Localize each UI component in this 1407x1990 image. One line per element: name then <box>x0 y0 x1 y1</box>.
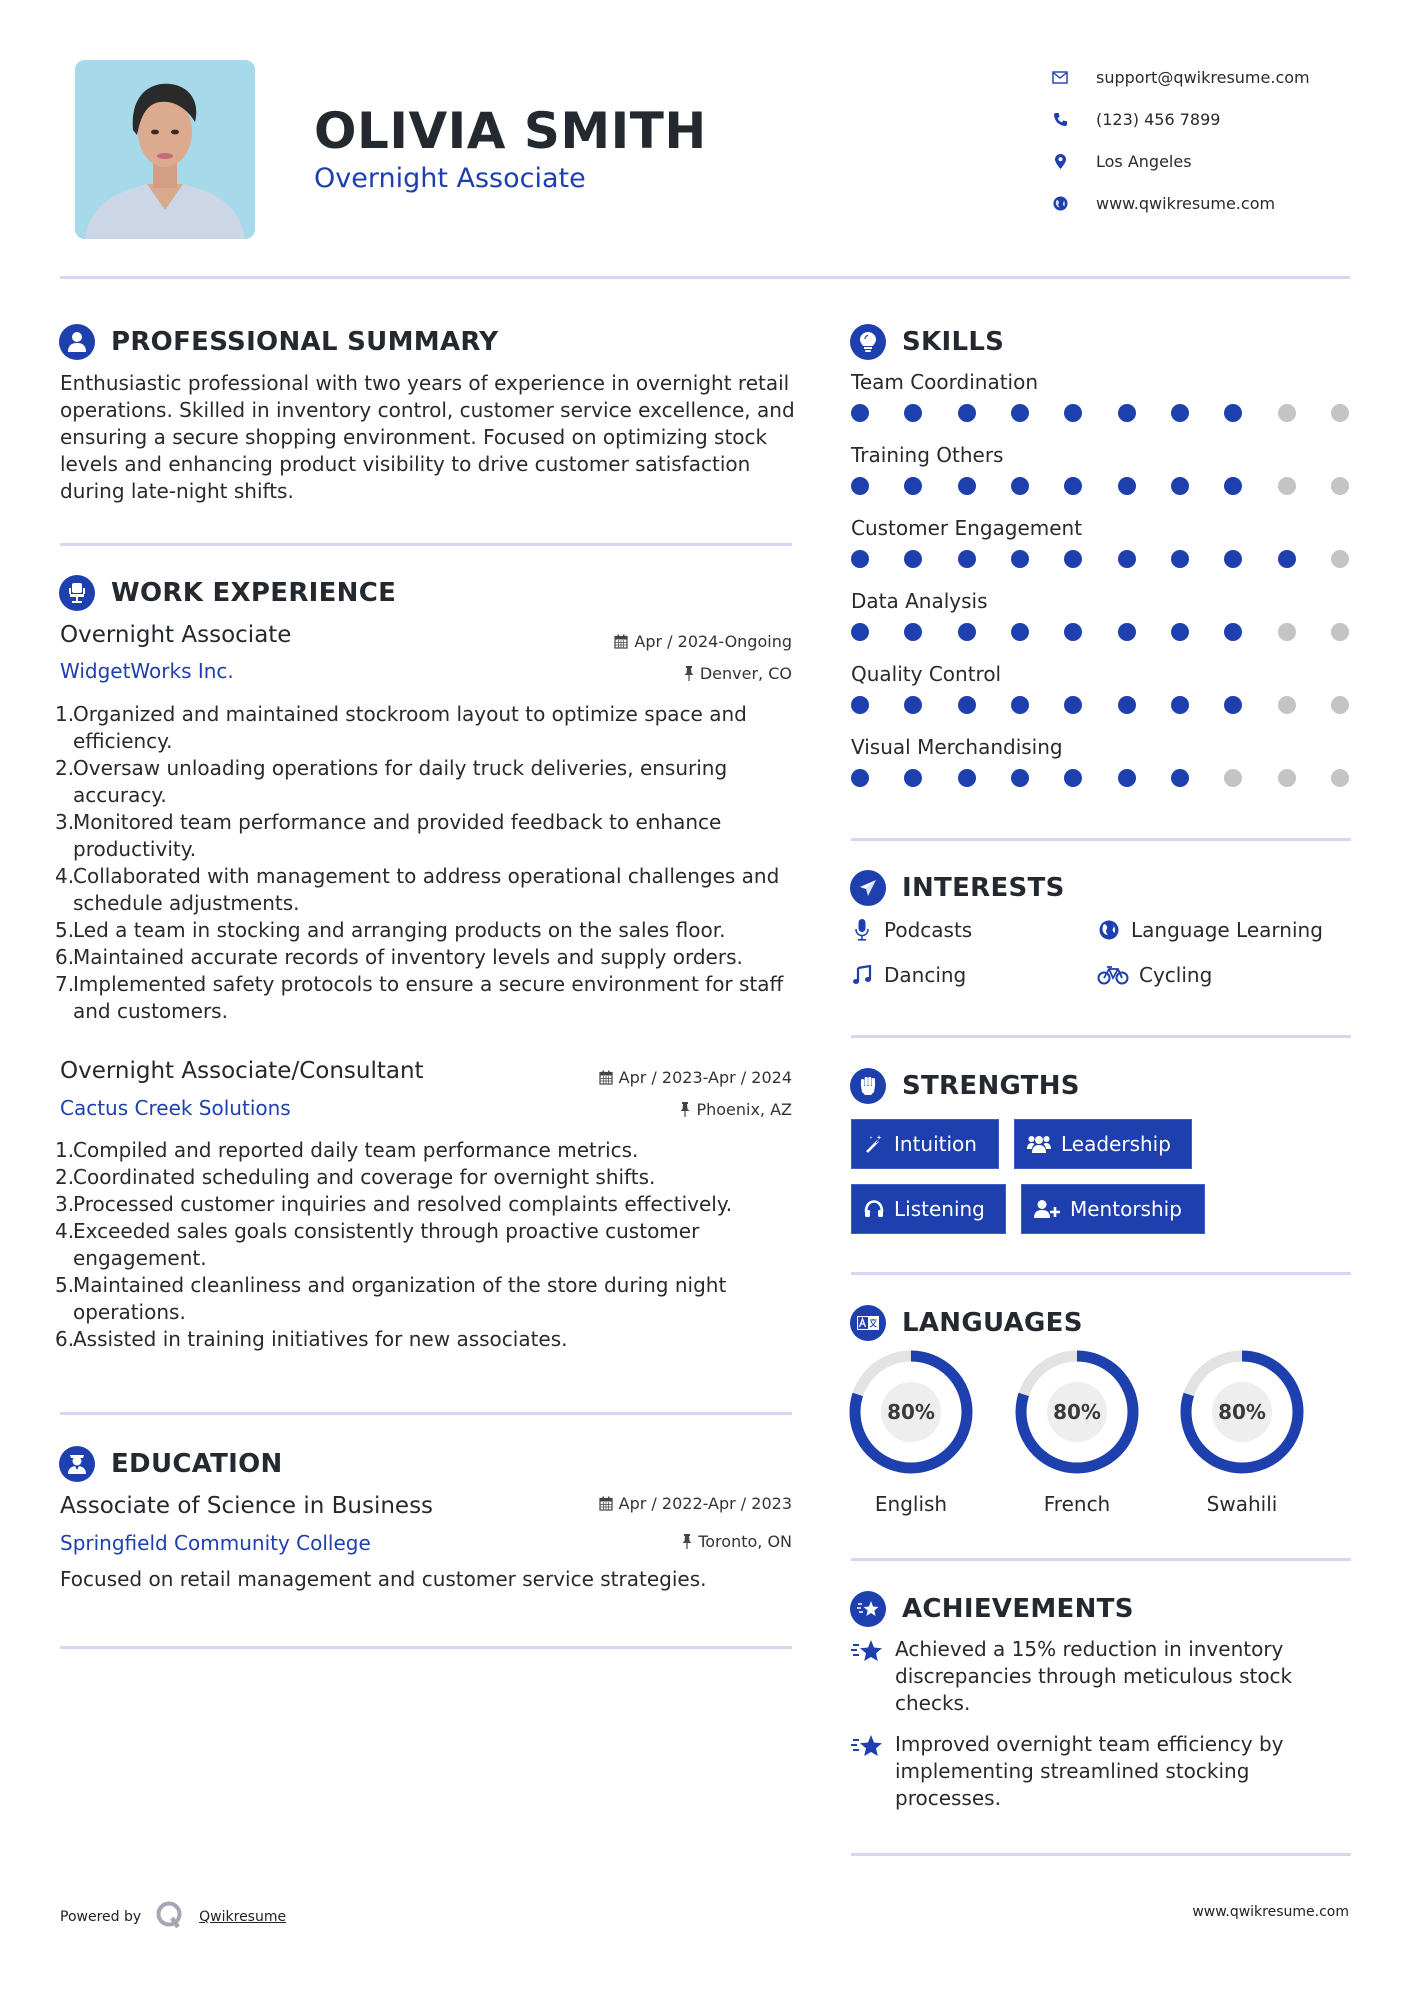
interest-dancing: Dancing <box>850 963 966 987</box>
skill-rating <box>851 769 1349 787</box>
list-item: 5. Maintained cleanliness and organization of the store during night operations. <box>55 1273 727 1324</box>
user-icon <box>59 324 95 360</box>
rating-dot-filled <box>958 623 976 641</box>
skill-item <box>851 589 1351 641</box>
user-plus-icon <box>1034 1199 1060 1219</box>
shooting-star-icon <box>850 1591 886 1627</box>
interests-divider <box>851 1035 1351 1038</box>
rating-dot-filled <box>1278 550 1296 568</box>
calendar-icon <box>614 634 628 649</box>
skills-divider <box>851 838 1351 841</box>
candidate-name: OLIVIA SMITH <box>314 102 707 160</box>
rating-dot-filled <box>1064 477 1082 495</box>
list-item: 3. Processed customer inquiries and resolved complaints effectively. <box>55 1192 733 1216</box>
qwikresume-link[interactable]: Qwikresume <box>199 1909 287 1925</box>
list-item: 6. Maintained accurate records of inventory levels and supply orders. <box>55 945 743 969</box>
skill-item <box>851 735 1351 787</box>
rating-dot-filled <box>1011 696 1029 714</box>
job-2-duties <box>55 1137 795 1353</box>
paper-plane-icon <box>850 870 886 906</box>
list-item: 5. Led a team in stocking and arranging products on the sales floor. <box>55 918 726 942</box>
rating-dot-empty <box>1224 769 1242 787</box>
list-item: 1. Organized and maintained stockroom layout to optimize space and efficiency. <box>55 702 747 753</box>
rating-dot-filled <box>1064 696 1082 714</box>
skill-rating <box>851 477 1349 495</box>
achievements-heading: ACHIEVEMENTS <box>850 1591 1134 1627</box>
work-divider <box>60 1412 792 1415</box>
rating-dot-filled <box>1011 769 1029 787</box>
rating-dot-empty <box>1278 477 1296 495</box>
strength-listening: Listening <box>851 1184 1006 1234</box>
rating-dot-filled <box>1064 623 1082 641</box>
profile-photo <box>75 60 255 239</box>
job-location: Denver, CO <box>684 664 792 683</box>
skill-rating <box>851 696 1349 714</box>
rating-dot-filled <box>1118 477 1136 495</box>
education-description: Focused on retail management and customer service strategies. <box>60 1567 707 1591</box>
rating-dot-filled <box>958 477 976 495</box>
phone-icon <box>1050 109 1070 129</box>
skill-name: Team Coordination <box>851 370 1039 394</box>
contact-email[interactable] <box>1050 56 1310 98</box>
language-icon <box>850 1305 886 1341</box>
interest-language-learning: Language Learning <box>1097 918 1323 942</box>
rating-dot-empty <box>1331 696 1349 714</box>
languages-heading: LANGUAGES <box>850 1305 1083 1341</box>
skill-rating <box>851 623 1349 641</box>
rating-dot-filled <box>1118 769 1136 787</box>
shooting-star-icon <box>851 1731 895 1812</box>
strengths-divider <box>851 1272 1351 1275</box>
globe-americas-icon <box>1097 918 1121 942</box>
contact-location <box>1050 140 1310 182</box>
rating-dot-filled <box>1118 404 1136 422</box>
language-name: French <box>1043 1492 1111 1516</box>
rating-dot-filled <box>1171 769 1189 787</box>
rating-dot-filled <box>851 696 869 714</box>
rating-dot-filled <box>1224 550 1242 568</box>
rating-dot-filled <box>851 769 869 787</box>
list-item: 7. Implemented safety protocols to ensure a secure environment for staff and customers. <box>55 972 784 1023</box>
degree-title: Associate of Science in Business <box>60 1493 434 1519</box>
list-item: 3. Monitored team performance and provided feedback to enhance productivity. <box>55 810 722 861</box>
rating-dot-filled <box>1224 696 1242 714</box>
contact-email-text: support@qwikresume.com <box>1096 67 1310 87</box>
rating-dot-filled <box>904 696 922 714</box>
skill-item <box>851 370 1351 422</box>
list-item: 2. Oversaw unloading operations for daily truck deliveries, ensuring accuracy. <box>55 756 728 807</box>
skill-item <box>851 662 1351 714</box>
school-name: Springfield Community College <box>60 1531 371 1555</box>
company-name: Cactus Creek Solutions <box>60 1096 291 1120</box>
skill-name: Training Others <box>851 443 1004 467</box>
rating-dot-empty <box>1278 769 1296 787</box>
rating-dot-filled <box>904 477 922 495</box>
rating-dot-filled <box>958 696 976 714</box>
globe-icon <box>1050 193 1070 213</box>
calendar-icon <box>599 1070 613 1085</box>
job-location: Phoenix, AZ <box>680 1100 792 1119</box>
rating-dot-filled <box>1011 550 1029 568</box>
candidate-title: Overnight Associate <box>314 163 586 194</box>
strength-leadership: Leadership <box>1014 1119 1192 1169</box>
rating-dot-filled <box>1064 404 1082 422</box>
list-item: 4. Collaborated with management to address operational challenges and schedule adjustments. <box>55 864 780 915</box>
rating-dot-filled <box>1171 550 1189 568</box>
rating-dot-empty <box>1278 623 1296 641</box>
rating-dot-filled <box>1011 404 1029 422</box>
summary-text: Enthusiastic professional with two years of experience in overnight retail operations. Skilled in inventory control, customer service excellence, and ensuring a secure shopping environment. Focused on optimizing stock levels and enhancing product visibility to drive customer satisfaction during late-night shifts. <box>60 371 795 503</box>
rating-dot-empty <box>1331 550 1349 568</box>
skill-item <box>851 516 1351 568</box>
headphones-icon <box>864 1199 884 1219</box>
rating-dot-filled <box>1171 404 1189 422</box>
rating-dot-empty <box>1278 696 1296 714</box>
skill-name: Visual Merchandising <box>851 735 1063 759</box>
rating-dot-filled <box>1118 623 1136 641</box>
education-dates: Apr / 2022-Apr / 2023 <box>599 1494 792 1513</box>
language-percent: 80% <box>887 1400 935 1424</box>
rating-dot-filled <box>1064 550 1082 568</box>
rating-dot-empty <box>1331 477 1349 495</box>
rating-dot-empty <box>1331 623 1349 641</box>
rating-dot-filled <box>904 550 922 568</box>
education-heading: EDUCATION <box>59 1446 283 1482</box>
rating-dot-empty <box>1278 404 1296 422</box>
skill-name: Data Analysis <box>851 589 988 613</box>
job-title: Overnight Associate/Consultant <box>60 1058 424 1084</box>
language-progress-ring <box>849 1350 973 1474</box>
rating-dot-filled <box>1171 477 1189 495</box>
rating-dot-filled <box>904 404 922 422</box>
rating-dot-filled <box>851 550 869 568</box>
rating-dot-filled <box>851 404 869 422</box>
interest-podcasts: Podcasts <box>850 918 972 942</box>
rating-dot-filled <box>1171 623 1189 641</box>
strength-intuition: Intuition <box>851 1119 999 1169</box>
rating-dot-filled <box>958 404 976 422</box>
skill-rating <box>851 550 1349 568</box>
job-1-duties <box>55 701 795 1025</box>
list-item: 6. Assisted in training initiatives for new associates. <box>55 1327 568 1351</box>
company-name: WidgetWorks Inc. <box>60 659 234 683</box>
rating-dot-filled <box>904 623 922 641</box>
music-icon <box>850 963 874 987</box>
contact-phone-text: (123) 456 7899 <box>1096 109 1221 129</box>
language-name: English <box>874 1492 948 1516</box>
graduate-icon <box>59 1446 95 1482</box>
contact-phone[interactable] <box>1050 98 1310 140</box>
rating-dot-filled <box>1224 404 1242 422</box>
achievement-item: Achieved a 15% reduction in inventory discrepancies through meticulous stock checks. <box>851 1636 1331 1717</box>
language-percent: 80% <box>1053 1400 1101 1424</box>
magic-wand-icon <box>864 1134 884 1154</box>
pin-icon <box>680 1102 690 1117</box>
header-divider <box>60 276 1350 279</box>
rating-dot-filled <box>1011 477 1029 495</box>
rating-dot-filled <box>1224 477 1242 495</box>
office-chair-icon <box>59 575 95 611</box>
summary-heading: PROFESSIONAL SUMMARY <box>59 324 498 360</box>
calendar-icon <box>599 1496 613 1511</box>
contact-website-text: www.qwikresume.com <box>1096 193 1276 213</box>
strength-mentorship: Mentorship <box>1021 1184 1205 1234</box>
job-dates: Apr / 2024-Ongoing <box>614 632 792 651</box>
language-progress-ring <box>1180 1350 1304 1474</box>
achievements-divider <box>851 1853 1351 1856</box>
job-title: Overnight Associate <box>60 622 292 648</box>
footer-website[interactable]: www.qwikresume.com <box>1192 1904 1349 1920</box>
skill-rating <box>851 404 1349 422</box>
shooting-star-icon <box>851 1636 895 1717</box>
contact-location-text: Los Angeles <box>1096 151 1192 171</box>
skill-item <box>851 443 1351 495</box>
language-item <box>849 1350 973 1516</box>
contact-list <box>1050 56 1310 224</box>
skills-heading: SKILLS <box>850 324 1004 360</box>
footer-powered-by: Powered by Qwikresume <box>60 1900 286 1934</box>
pin-icon <box>684 666 694 681</box>
languages-divider <box>851 1558 1351 1561</box>
skill-name: Quality Control <box>851 662 1002 686</box>
users-icon <box>1027 1134 1051 1154</box>
strengths-heading: STRENGTHS <box>850 1068 1080 1104</box>
rating-dot-empty <box>1331 769 1349 787</box>
interests-heading: INTERESTS <box>850 870 1065 906</box>
job-dates: Apr / 2023-Apr / 2024 <box>599 1068 792 1087</box>
contact-website[interactable] <box>1050 182 1310 224</box>
rating-dot-filled <box>958 550 976 568</box>
microphone-icon <box>850 918 874 942</box>
interest-cycling: Cycling <box>1097 963 1212 987</box>
education-location: Toronto, ON <box>682 1532 792 1551</box>
language-item <box>1015 1350 1139 1516</box>
rating-dot-filled <box>1118 696 1136 714</box>
summary-divider <box>60 543 792 546</box>
fist-icon <box>850 1068 886 1104</box>
rating-dot-filled <box>904 769 922 787</box>
language-percent: 80% <box>1218 1400 1266 1424</box>
rating-dot-filled <box>1224 623 1242 641</box>
bicycle-icon <box>1097 963 1129 987</box>
achievement-item: Improved overnight team efficiency by implementing streamlined stocking processes. <box>851 1731 1331 1812</box>
qwikresume-logo-icon <box>155 1900 185 1934</box>
rating-dot-filled <box>958 769 976 787</box>
map-marker-icon <box>1050 151 1070 171</box>
skill-name: Customer Engagement <box>851 516 1083 540</box>
rating-dot-filled <box>1011 623 1029 641</box>
language-item <box>1180 1350 1304 1516</box>
list-item: 4. Exceeded sales goals consistently through proactive customer engagement. <box>55 1219 700 1270</box>
rating-dot-filled <box>851 623 869 641</box>
education-divider <box>60 1646 792 1649</box>
rating-dot-filled <box>1171 696 1189 714</box>
rating-dot-filled <box>1118 550 1136 568</box>
language-progress-ring <box>1015 1350 1139 1474</box>
rating-dot-filled <box>1064 769 1082 787</box>
envelope-icon <box>1050 67 1070 87</box>
rating-dot-filled <box>851 477 869 495</box>
language-name: Swahili <box>1206 1492 1278 1516</box>
work-heading: WORK EXPERIENCE <box>59 575 396 611</box>
list-item: 1. Compiled and reported daily team performance metrics. <box>55 1138 639 1162</box>
rating-dot-empty <box>1331 404 1349 422</box>
pin-icon <box>682 1534 692 1549</box>
lightbulb-icon <box>850 324 886 360</box>
list-item: 2. Coordinated scheduling and coverage for overnight shifts. <box>55 1165 656 1189</box>
